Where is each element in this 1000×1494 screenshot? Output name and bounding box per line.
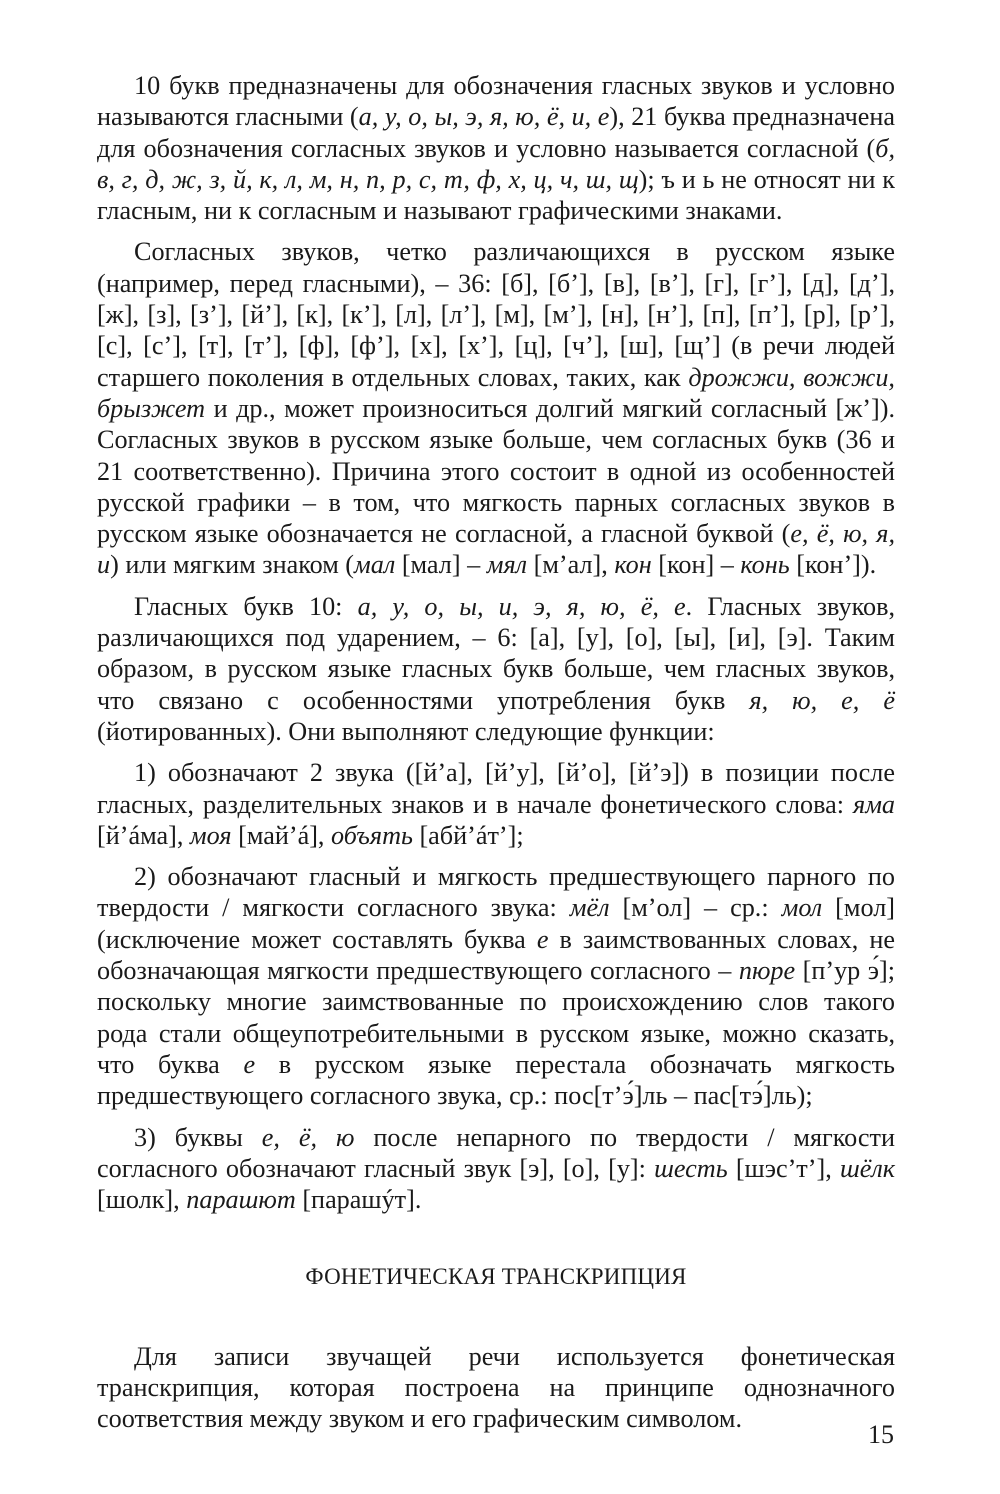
text-run: 10 букв предназначены для обозначения гласных звуков и условно называются гласными ( [97, 71, 895, 132]
text-run: [м’ал], [527, 550, 615, 580]
italic-run: кон [614, 550, 652, 580]
italic-run: мол [781, 893, 823, 923]
text-run: 1) обозначают 2 звука ([й’а], [й’у], [й’о], [й’э]) в позиции после гласных, разделительных знаков и в начале фонетического слова: [97, 758, 895, 819]
text-run: [мол] (исключение может составлять буква [97, 893, 895, 954]
text-run: [абй’áт’]; [412, 820, 524, 850]
text-run: ); ъ и ь не относят ни к гласным, ни к согласным и называют графическими знаками. [97, 164, 895, 226]
italic-run: мёл [569, 893, 610, 923]
text-run: [м’ол] – ср.: [609, 893, 782, 923]
text-run: Гласных букв 10: [134, 591, 358, 621]
text-run: 3) буквы [134, 1122, 262, 1152]
italic-run: объять [331, 820, 413, 850]
text-run: [п’ур э́]; поскольку многие заимствованные по происхождению слов такого рода стали общеупотребительными в русском языке, можно сказать, что буква [97, 956, 895, 1079]
text-run: после непарного по твердости / мягкости согласного обозначают гласный звук [э], [о], [у]: [97, 1122, 895, 1183]
italic-run: шёлк [839, 1153, 896, 1183]
text-run: [шэс’т’], [727, 1153, 840, 1183]
paragraph-consonants [97, 236, 895, 580]
text-run: [шолк], [97, 1185, 187, 1215]
text-run: в русском языке перестала обозначать мягкость предшествующего согласного звука, ср.: пос[т’э́]ль – пас[тэ́]ль); [97, 1049, 895, 1111]
italic-run: пюре [738, 956, 796, 986]
italic-run: парашют [186, 1185, 296, 1215]
italic-run: конь [740, 550, 790, 580]
text-run: [май’á], [231, 820, 332, 850]
text-run: . Гласных звуков, различающихся под ударением, – 6: [а], [у], [о], [ы], [и], [э]. Таким образом, в русском языке гласных букв больше, чем гласных звуков, что связано с особенностями употребления букв [97, 591, 895, 715]
italic-run: а, у, о, ы, э, я, ю, ё, и, е [358, 102, 610, 132]
page-number: 15 [868, 1420, 894, 1449]
italic-run: я, ю, е, ё [749, 685, 895, 715]
body-text [97, 70, 895, 1435]
paragraph-transcription: Для записи звучащей речи используется фонетическая транскрипция, которая построена на принципе однозначного соответствия между звуком и его графическим символом. [97, 1341, 895, 1434]
list-item-function-1 [97, 757, 895, 851]
text-run: ), 21 буква предназначена для обозначения согласных звуков и условно называется согласной ( [97, 102, 896, 163]
text-run: [кон’]). [789, 550, 877, 580]
text-run: [кон] – [651, 550, 741, 580]
text-run: (йотированных). Они выполняют следующие функции: [97, 716, 715, 746]
italic-run: яма [853, 789, 895, 819]
text-run: [парашýт]. [295, 1185, 422, 1215]
italic-run: шесть [654, 1153, 728, 1183]
list-item-function-3 [97, 1122, 895, 1216]
section-heading: ФОНЕТИЧЕСКАЯ ТРАНСКРИПЦИЯ [305, 1264, 687, 1290]
italic-run: дрожжи, вожжи, брызжет [97, 362, 895, 423]
italic-run: б, в, г, д, ж, з, й, к, л, м, н, п, р, с, т, ф, х, ц, ч, ш, щ [97, 133, 895, 194]
italic-run: мял [486, 550, 528, 580]
text-run: [й’áма], [97, 820, 190, 850]
text-run: [мал] – [395, 550, 487, 580]
italic-run: е, ё, ю [261, 1122, 355, 1152]
text-run: Согласных звуков, четко различающихся в русском языке (например, перед гласными), – 36: [б], [б’], [в], [в’], [г], [г’], [д], [д’], [ж], [з], [з’], [й’], [к], [к’], [л], [л’], [м], [м’], [н], [н’], [п], [п’], [р], [р’], [с], [с’], [т], [т’], [ф], [ф’], [х], [х’], [ц], [ч’], [ш], [щ’] (в речи людей старшего поколения в отдельных словах, таких, как [97, 237, 895, 392]
text-run: 2) обозначают гласный и мягкость предшествующего парного по твердости / мягкости согласного звука: [97, 862, 895, 923]
italic-run: мал [354, 550, 396, 580]
text-run: и др., может произноситься долгий мягкий согласный [ж’]). Согласных звуков в русском языке больше, чем согласных букв (36 и 21 соответственно). Причина этого состоит в одной из особенностей русской графики – в том, что мягкость парных согласных звуков в русском языке обозначается не согласной, а гласной буквой ( [97, 393, 895, 549]
list-item-function-2 [97, 861, 895, 1111]
paragraph-letters-overview [97, 70, 895, 226]
italic-run: е, ё, ю, я, и [97, 519, 896, 580]
italic-run: е [243, 1049, 256, 1079]
text-run: ) или мягким знаком ( [110, 550, 355, 580]
italic-run: а, у, о, ы, и, э, я, ю, ё, е [357, 591, 686, 621]
text-run: в заимствованных словах, не обозначающая мягкости предшествующего согласного – [97, 924, 895, 986]
italic-run: моя [189, 820, 232, 850]
italic-run: е [536, 924, 549, 954]
paragraph-vowels [97, 591, 895, 747]
